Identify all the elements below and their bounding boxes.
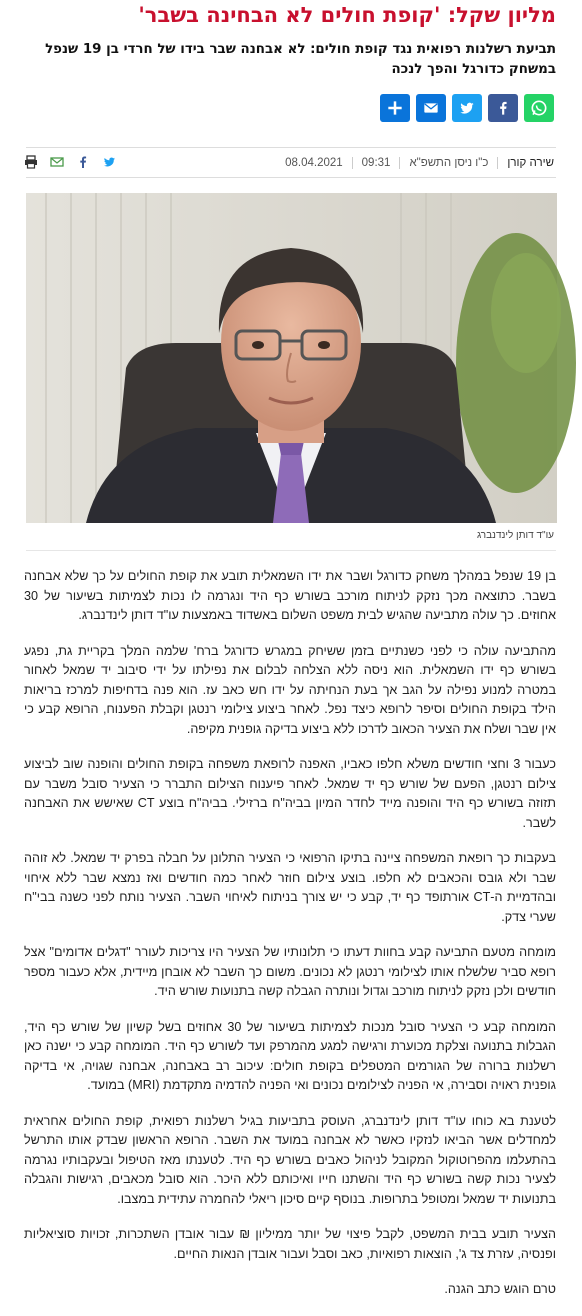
email-share-button[interactable] bbox=[416, 94, 446, 122]
article-paragraph: מהתביעה עולה כי לפני כשנתיים בזמן ששיחק במגרש כדורגל ברח' שלמה המלך בקריית גת, נפגע בשורש כף ידו השמאלית. הוא ניסה ללא הצלחה לבלום את נפילתו על ידי סיבוב יד שמאל לאחור במטרה למנוע נפילה על הגב אך בעת הנחיתה על ידו חש כאב עז. הוא פנה בדחיפות למרכז בריאות הילד בקופת החולים וסיפר לרופא כיצד נפל. לאחר ביצוע צילומי רנטגן וקבלת הפענוח, הרופא קבע כי אין שבר ושלח את הצעיר הכאוב לדרכו ללא ביצוע בדיקה גופנית מקיפה. bbox=[24, 643, 556, 736]
whatsapp-share-button[interactable] bbox=[524, 94, 554, 122]
print-icon[interactable] bbox=[24, 155, 38, 169]
facebook-icon[interactable] bbox=[76, 155, 90, 169]
caption-divider bbox=[26, 550, 556, 551]
plus-icon bbox=[385, 98, 405, 118]
twitter-icon bbox=[457, 98, 477, 118]
article-paragraph: בן 19 שנפל במהלך משחק כדורגל ושבר את ידו השמאלית תובע את קופת החולים על כך שלא אבחנה בשבר. כתוצאה מכך נזקק לניתוח מורכב בשורש כף היד ונגרמה לו נכות לצמיתות בשיעור של 30 אחוזים. כך עולה מתביעה שהגיש לבית משפט השלום באשדוד באמצעות עו"ד דותן לינדנברג. bbox=[24, 569, 556, 622]
article-closing: טרם הוגש כתב הגנה. bbox=[444, 1282, 556, 1296]
whatsapp-icon bbox=[529, 98, 549, 118]
article-paragraph: בעקבות כך רופאת המשפחה ציינה בתיקו הרפואי כי הצעיר התלונן על חבלה בפרק יד שמאל. לא זוהה שבר ולא גובס והכאבים לא חלפו. בוצע צילום חוזר לאחר כמה חודשים ואז נמצא שבר ללא איחוי ובהדמיית ה-CT אורתופד כף יד, קבע כי יש צורך בניתוח לאיחוי השבר. הצעיר נותח לפני כשנה בבי"ח שערי צדק. bbox=[24, 851, 556, 924]
article-paragraph: לטענת בא כוחו עו"ד דותן לינדנברג, העוסק בתביעות בגיל רשלנות רפואית, קופת החולים אחראית למחדלים אשר הביאו לנזקיו כאשר לא אבחנה במועד את השבר. הרופא הראשון שבדק אותו התרשל בהתעלמו מהפרוטוקול המקובל לניהול כאבים בשורש כף היד. לטענתו מאז הטיפול ובעקבותיו נגרמה לצעיר נכות קשה בשורש כף היד והשתנו חייו ואיכותם ללא היכר. הוא סובל מכאבים, רגישות והגבלה בתנועות יד שמאל ומטופל בתרופות. בנוסף קיים סיכון ריאלי להחמרה עתידית במצבו. bbox=[24, 1113, 556, 1206]
meta-separator bbox=[497, 157, 498, 169]
portrait-illustration bbox=[26, 193, 557, 523]
article-photo bbox=[26, 193, 557, 523]
publish-time: 09:31 bbox=[361, 157, 391, 169]
envelope-icon bbox=[421, 98, 441, 118]
meta-divider-top bbox=[26, 147, 556, 148]
article-paragraph: מומחה מטעם התביעה קבע בחוות דעתו כי תלונותיו של הצעיר היו צריכות לעורר "דגלים אדומים" אצל רופא סביר שלשלח אותו לצילומי רנטגן לא נכונים. משום כך השבר לא אובחן מיידית, אלא כעבור מספר חודשים ולכן נזקק לניתוח מורכב וגדול ונותרה הגבלה קשה בתנועות שורש היד. bbox=[24, 945, 556, 998]
article-paragraph: הצעיר תובע בבית המשפט, לקבל פיצוי של יותר ממיליון ₪ עבור אובדן השתכרות, זכויות סוציאליות ופנסיה, עזרת צד ג', הוצאות רפואיות, כאב וסבל ועבור אובדן הנאות החיים. bbox=[24, 1227, 556, 1261]
more-share-button[interactable] bbox=[380, 94, 410, 122]
article-paragraph: המומחה קבע כי הצעיר סובל מנכות לצמיתות בשיעור של 30 אחוזים בשל קשיון של שורש כף היד, הגבלות בתנועה וצלקת מכוערת ורגישה למגע מהמרפק ועד לשורש כף היד. המומחה קבע כי ישנה כאן רשלנות ברורה של הגורמים המטפלים בקופת חולים: עיכוב רב באבחנה, אבחנה שגויה, אי בדיקה גופנית ראויה וסבירה, אי הפניה לצילומים נכונים ואי הפניה להדמיה מתקדמת (MRI) במועד. bbox=[24, 1019, 556, 1092]
article-paragraph: כעבור 3 וחצי חודשים משלא חלפו כאביו, האפנה לרופאת משפחה בקופת החולים והופנה שוב לביצוע צילום רנטגן, הפעם של שורש כף יד שמאל. לאחר פיענוח הצילום התברר כי הצעיר סובל משבר עם תזוזה בשורש כף היד והופנה מייד לחדר המיון בביה"ח ברזילי. בביה"ח בוצע CT שאישש את האבחנה לשבר. bbox=[24, 757, 556, 830]
twitter-share-button[interactable] bbox=[452, 94, 482, 122]
facebook-icon bbox=[493, 98, 513, 118]
author-name[interactable]: שירה קורן bbox=[507, 157, 554, 169]
article-tools bbox=[24, 155, 116, 169]
photo-caption: עו"ד דותן לינדנברג bbox=[477, 530, 554, 541]
twitter-icon[interactable] bbox=[102, 155, 116, 169]
meta-separator bbox=[352, 157, 353, 169]
article-body bbox=[24, 567, 556, 1316]
article-title: מליון שקל: 'קופת חולים לא הבחינה בשבר' bbox=[138, 3, 556, 27]
share-bar bbox=[380, 94, 554, 122]
meta-divider-bottom bbox=[26, 177, 556, 178]
hebrew-date: כ"ו ניסן התשפ"א bbox=[409, 157, 489, 169]
meta-separator bbox=[399, 157, 400, 169]
facebook-share-button[interactable] bbox=[488, 94, 518, 122]
article-subtitle: תביעת רשלנות רפואית נגד קופת חולים: לא אבחנה שבר בידו של חרדי בן 19 שנפל במשחק כדורגל והפך לנכה bbox=[45, 42, 556, 77]
email-icon[interactable] bbox=[50, 155, 64, 169]
publish-date: 08.04.2021 bbox=[285, 157, 343, 169]
